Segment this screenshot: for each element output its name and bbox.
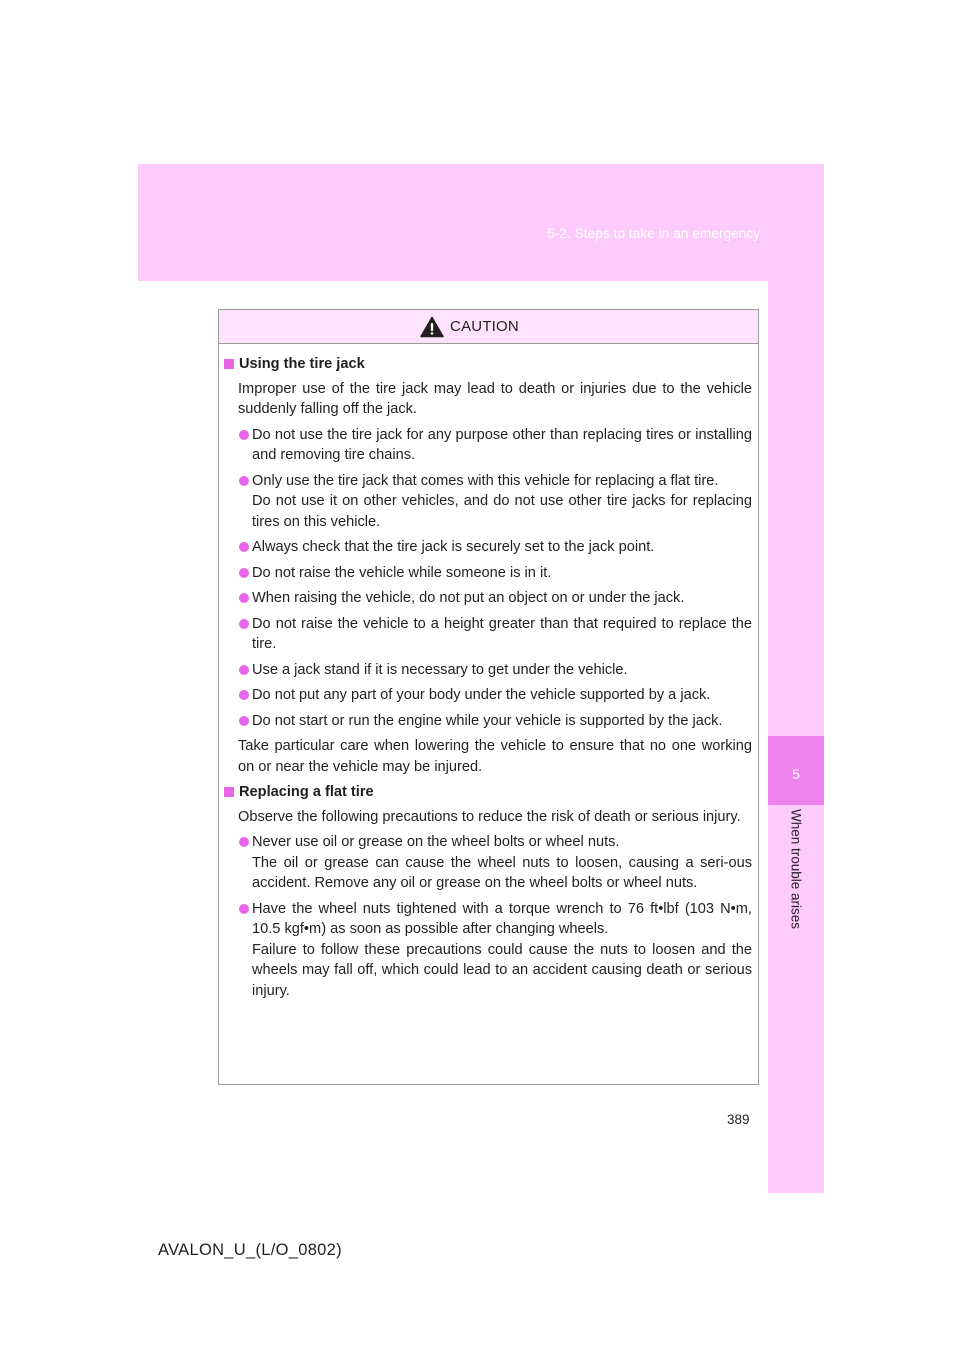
list-item <box>224 425 752 466</box>
circle-bullet-icon <box>239 837 249 847</box>
caution-box <box>218 309 759 1085</box>
list-item-text: Only use the tire jack that comes with this vehicle for replacing a flat tire. <box>252 472 719 489</box>
chapter-title: When trouble arises <box>788 808 804 930</box>
list-item <box>224 614 752 655</box>
circle-bullet-icon <box>239 430 249 440</box>
list-item <box>224 685 752 706</box>
caution-content <box>224 354 752 1006</box>
section-title: 5-2. Steps to take in an emergency <box>547 226 760 241</box>
circle-bullet-icon <box>239 568 249 578</box>
circle-bullet-icon <box>239 716 249 726</box>
circle-bullet-icon <box>239 593 249 603</box>
section-intro: Improper use of the tire jack may lead to death or injuries due to the vehicle suddenly falling off the jack. <box>238 380 752 417</box>
chapter-number-box <box>768 736 824 805</box>
list-item-text: Have the wheel nuts tightened with a torque wrench to 76 ft•lbf (103 N•m, 10.5 kgf•m) as soon as possible after changing wheels. <box>252 900 752 937</box>
header-band <box>138 164 824 281</box>
list-item-text: Never use oil or grease on the wheel bolts or wheel nuts. <box>252 834 620 850</box>
square-bullet-icon <box>224 787 234 797</box>
list-item <box>224 660 752 681</box>
list-item <box>224 563 752 584</box>
list-item <box>224 537 752 558</box>
warning-triangle-icon <box>420 316 444 338</box>
list-item-text: Do not put any part of your body under the vehicle supported by a jack. <box>252 687 711 703</box>
section-heading-text: Replacing a flat tire <box>239 784 374 800</box>
list-item-text: Use a jack stand if it is necessary to get under the vehicle. <box>252 661 628 678</box>
circle-bullet-icon <box>239 619 249 629</box>
chapter-number: 5 <box>792 766 800 782</box>
chapter-side-tab <box>768 281 824 1193</box>
list-item <box>224 711 752 732</box>
list-item-text: Do not use it on other vehicles, and do not use other tire jacks for replacing tires on this vehicle. <box>252 493 752 530</box>
caution-title: CAUTION <box>450 318 519 335</box>
page-number: 389 <box>727 1112 750 1127</box>
footer-document-code: AVALON_U_(L/O_0802) <box>158 1241 342 1259</box>
section-heading-text: Using the tire jack <box>239 356 365 372</box>
circle-bullet-icon <box>239 690 249 700</box>
section-outro: Take particular care when lowering the vehicle to ensure that no one working on or near the vehicle may be injured. <box>238 738 752 775</box>
section-heading <box>224 782 752 803</box>
list-item <box>224 832 752 894</box>
square-bullet-icon <box>224 359 234 369</box>
list-item-text: The oil or grease can cause the wheel nuts to loosen, causing a seri-ous accident. Remove any oil or grease on the wheel bolts or wheel nuts. <box>252 854 752 891</box>
circle-bullet-icon <box>239 542 249 552</box>
list-item-text: Do not start or run the engine while your vehicle is supported by the jack. <box>252 712 723 729</box>
circle-bullet-icon <box>239 476 249 486</box>
caution-header <box>219 310 758 344</box>
list-item-text: Always check that the tire jack is securely set to the jack point. <box>252 539 655 555</box>
list-item-text: Do not raise the vehicle while someone is in it. <box>252 564 552 581</box>
list-item-text: Do not raise the vehicle to a height greater than that required to replace the tire. <box>252 615 752 652</box>
section-heading <box>224 354 752 375</box>
list-item <box>224 899 752 1002</box>
list-item-text: Failure to follow these precautions could cause the nuts to loosen and the wheels may fall off, which could lead to an accident causing death or serious injury. <box>252 941 752 999</box>
circle-bullet-icon <box>239 665 249 675</box>
list-item <box>224 471 752 533</box>
list-item-text: When raising the vehicle, do not put an object on or under the jack. <box>252 590 685 606</box>
section-intro: Observe the following precautions to reduce the risk of death or serious injury. <box>238 808 741 825</box>
circle-bullet-icon <box>239 904 249 914</box>
list-item-text: Do not use the tire jack for any purpose other than replacing tires or installing and removing tire chains. <box>252 426 752 463</box>
list-item <box>224 588 752 609</box>
